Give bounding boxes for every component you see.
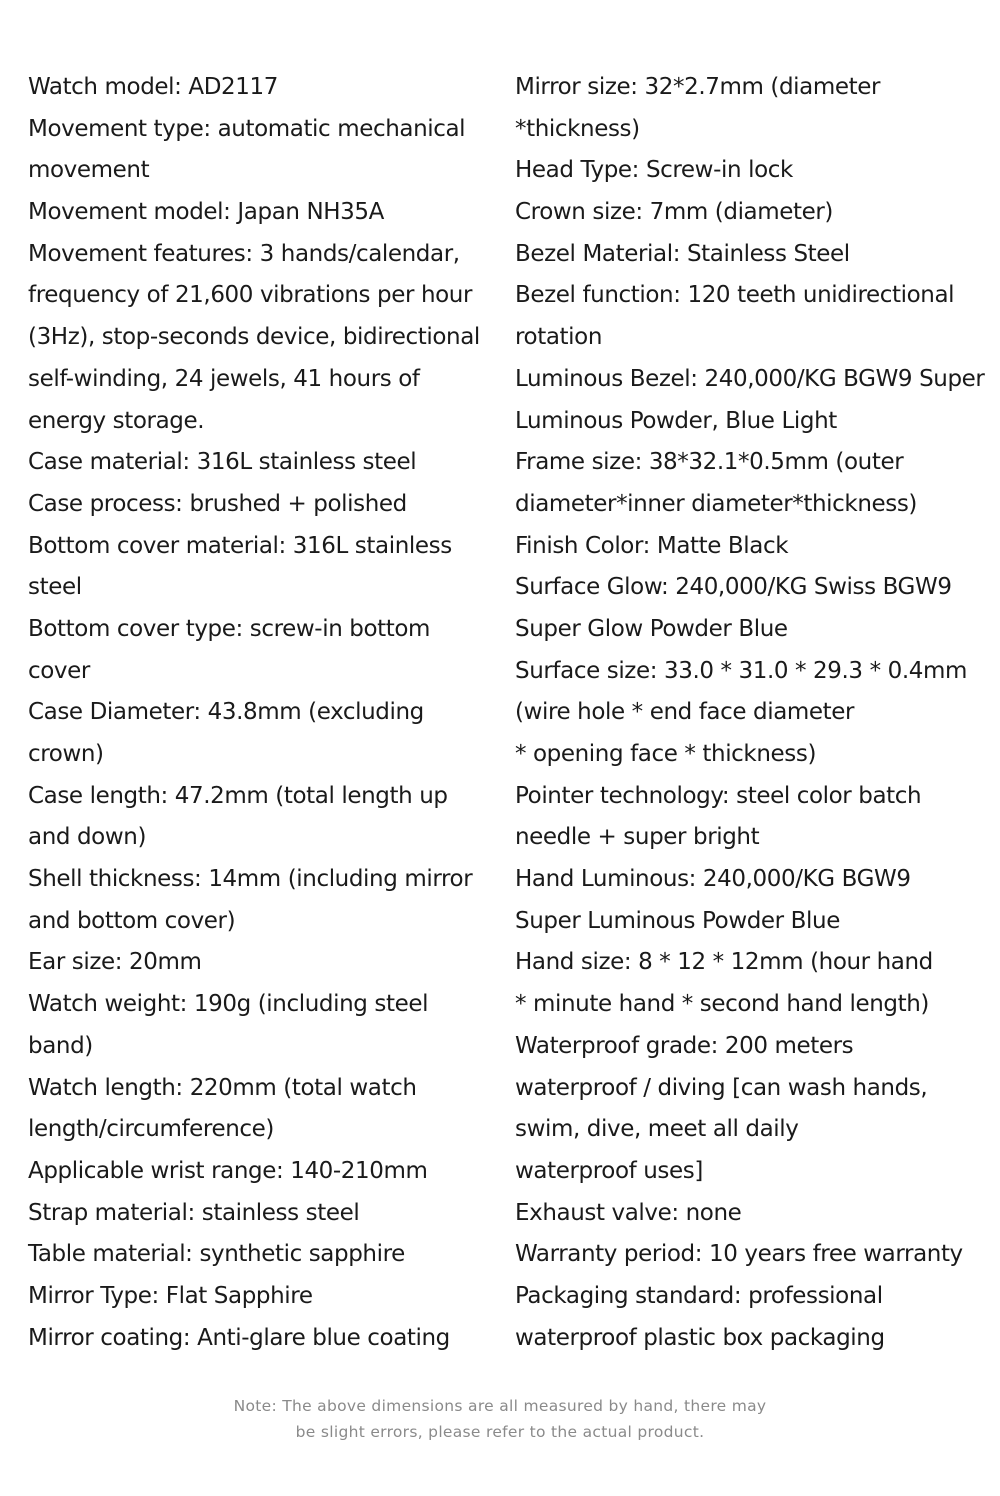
spec-line: steel bbox=[28, 574, 82, 601]
spec-line: length/circumference) bbox=[28, 1116, 274, 1143]
spec-column-right bbox=[515, 67, 995, 1359]
spec-line: *thickness) bbox=[515, 115, 640, 142]
spec-line: Case material: 316L stainless steel bbox=[28, 449, 417, 476]
spec-line: Case length: 47.2mm (total length up bbox=[28, 782, 448, 809]
spec-line: rotation bbox=[515, 324, 602, 351]
spec-line: Bezel Material: Stainless Steel bbox=[515, 240, 850, 267]
spec-line: waterproof uses] bbox=[515, 1157, 703, 1184]
spec-line: Watch weight: 190g (including steel bbox=[28, 991, 429, 1018]
spec-line: Warranty period: 10 years free warranty bbox=[515, 1241, 963, 1268]
spec-line: Mirror size: 32*2.7mm (diameter bbox=[515, 74, 881, 100]
spec-line: Packaging standard: professional bbox=[515, 1282, 883, 1309]
spec-line: Movement type: automatic mechanical bbox=[28, 115, 466, 142]
measurement-note bbox=[0, 1393, 1000, 1445]
spec-line: Shell thickness: 14mm (including mirror bbox=[28, 866, 473, 893]
spec-line: band) bbox=[28, 1032, 93, 1059]
spec-line: frequency of 21,600 vibrations per hour bbox=[28, 282, 473, 309]
spec-line: * opening face * thickness) bbox=[515, 741, 817, 767]
spec-line: waterproof plastic box packaging bbox=[515, 1324, 885, 1351]
spec-line: Frame size: 38*32.1*0.5mm (outer bbox=[515, 449, 904, 476]
spec-line: Head Type: Screw-in lock bbox=[515, 157, 793, 184]
spec-line: (wire hole * end face diameter bbox=[515, 699, 855, 726]
spec-line: Table material: synthetic sapphire bbox=[28, 1241, 405, 1268]
spec-line: swim, dive, meet all daily bbox=[515, 1116, 799, 1143]
spec-line: Super Glow Powder Blue bbox=[515, 615, 788, 642]
spec-line: Waterproof grade: 200 meters bbox=[515, 1032, 854, 1059]
spec-line: Movement features: 3 hands/calendar, bbox=[28, 240, 460, 267]
spec-line: Exhaust valve: none bbox=[515, 1199, 742, 1226]
spec-line: diameter*inner diameter*thickness) bbox=[515, 490, 918, 517]
spec-line: Surface Glow: 240,000/KG Swiss BGW9 bbox=[515, 574, 952, 601]
spec-line: Hand Luminous: 240,000/KG BGW9 bbox=[515, 866, 911, 893]
spec-line: energy storage. bbox=[28, 407, 205, 434]
spec-line: Bezel function: 120 teeth unidirectional bbox=[515, 282, 955, 309]
spec-line: self-winding, 24 jewels, 41 hours of bbox=[28, 365, 420, 392]
spec-line: Mirror Type: Flat Sapphire bbox=[28, 1282, 313, 1309]
spec-line: Surface size: 33.0 * 31.0 * 29.3 * 0.4mm bbox=[515, 657, 967, 684]
spec-line: Crown size: 7mm (diameter) bbox=[515, 199, 834, 226]
spec-line: * minute hand * second hand length) bbox=[515, 991, 929, 1018]
note-line-2: be slight errors, please refer to the actual product. bbox=[295, 1423, 705, 1441]
spec-line: movement bbox=[28, 157, 150, 184]
spec-line: Bottom cover type: screw-in bottom bbox=[28, 615, 431, 642]
spec-line: Luminous Powder, Blue Light bbox=[515, 407, 837, 434]
spec-line: and bottom cover) bbox=[28, 907, 236, 934]
spec-line: needle + super bright bbox=[515, 824, 760, 851]
spec-line: Case process: brushed + polished bbox=[28, 490, 407, 517]
note-line-1: Note: The above dimensions are all measured by hand, there may bbox=[233, 1397, 767, 1415]
spec-line: Watch length: 220mm (total watch bbox=[28, 1074, 417, 1101]
spec-line: and down) bbox=[28, 824, 147, 851]
spec-column-left bbox=[28, 67, 498, 1359]
spec-line: Super Luminous Powder Blue bbox=[515, 907, 840, 934]
spec-line: Case Diameter: 43.8mm (excluding bbox=[28, 699, 424, 726]
spec-line: crown) bbox=[28, 741, 104, 767]
spec-line: cover bbox=[28, 657, 90, 684]
spec-line: Strap material: stainless steel bbox=[28, 1199, 360, 1226]
spec-line: Mirror coating: Anti-glare blue coating bbox=[28, 1324, 450, 1351]
spec-line: waterproof / diving [can wash hands, bbox=[515, 1074, 928, 1101]
spec-line: Hand size: 8 * 12 * 12mm (hour hand bbox=[515, 949, 933, 976]
spec-line: Ear size: 20mm bbox=[28, 949, 202, 976]
spec-line: (3Hz), stop-seconds device, bidirectional bbox=[28, 324, 480, 351]
spec-line: Watch model: AD2117 bbox=[28, 74, 278, 100]
spec-line: Applicable wrist range: 140-210mm bbox=[28, 1157, 428, 1184]
spec-line: Finish Color: Matte Black bbox=[515, 532, 789, 559]
spec-line: Pointer technology: steel color batch bbox=[515, 782, 922, 809]
spec-line: Bottom cover material: 316L stainless bbox=[28, 532, 452, 559]
spec-line: Luminous Bezel: 240,000/KG BGW9 Super bbox=[515, 365, 985, 392]
spec-line: Movement model: Japan NH35A bbox=[28, 199, 384, 226]
